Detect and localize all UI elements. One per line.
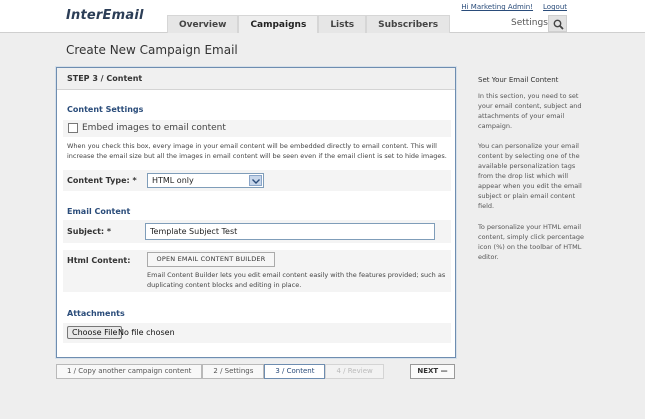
help-title: Set Your Email Content xyxy=(478,76,559,84)
builder-help-text xyxy=(147,270,447,290)
main-nav xyxy=(167,15,450,33)
chevron-down-icon xyxy=(252,179,260,184)
help-line: from the drop list which will xyxy=(478,172,569,180)
html-content-label: Html Content: xyxy=(67,256,131,265)
step-header: STEP 3 / Content xyxy=(57,68,455,90)
search-button[interactable] xyxy=(548,15,567,32)
content-settings-title: Content Settings xyxy=(67,105,144,114)
help-line: editor. xyxy=(478,253,499,261)
next-button[interactable]: NEXT — xyxy=(410,364,455,379)
no-file-text: No file chosen xyxy=(118,328,175,337)
user-links xyxy=(461,3,567,11)
help-line: You can personalize your email xyxy=(478,142,579,150)
content-type-select[interactable] xyxy=(147,173,264,188)
page-title: Create New Campaign Email xyxy=(66,43,238,57)
user-greeting-link[interactable]: Hi Marketing Admin! xyxy=(461,3,534,11)
help-line: To personalize your HTML email xyxy=(478,223,582,231)
help-paragraph xyxy=(478,91,618,131)
builder-help-line: Email Content Builder lets you edit email content easily with the features provided; such as xyxy=(147,271,446,279)
content-type-label: Content Type: * xyxy=(67,176,137,185)
help-line: appear when you edit the email xyxy=(478,182,582,190)
logout-link[interactable]: Logout xyxy=(543,3,567,11)
settings-link[interactable]: Settings xyxy=(511,18,548,28)
help-line: subject or plain email content xyxy=(478,192,576,200)
tab-overview[interactable]: Overview xyxy=(167,15,238,33)
embed-images-row xyxy=(63,120,451,137)
embed-help-line: increase the email size but all the images in email content will be seen even if the email client is set to hide images. xyxy=(67,152,447,160)
attachment-row xyxy=(63,323,451,343)
content-type-row xyxy=(63,170,451,191)
top-bar xyxy=(0,0,645,33)
embed-images-checkbox[interactable] xyxy=(68,123,78,133)
subject-input[interactable]: Template Subject Test xyxy=(145,223,435,240)
help-line: field. xyxy=(478,202,495,210)
embed-help-line: When you check this box, every image in your email content will be embedded directly to email content. This will xyxy=(67,142,437,150)
subject-row xyxy=(63,220,451,243)
logo[interactable]: InterEmail xyxy=(66,8,144,23)
email-content-title: Email Content xyxy=(67,207,131,216)
tab-subscribers[interactable]: Subscribers xyxy=(366,15,450,33)
step-content[interactable]: 3 / Content xyxy=(264,364,325,379)
embed-help-text xyxy=(67,141,447,161)
step-copy-content[interactable]: 1 / Copy another campaign content xyxy=(56,364,202,379)
dropdown-arrow[interactable] xyxy=(249,175,262,186)
attachments-title: Attachments xyxy=(67,309,125,318)
subject-label: Subject: * xyxy=(67,227,112,236)
step-panel xyxy=(56,67,456,358)
embed-images-label[interactable]: Embed images to email content xyxy=(82,123,226,133)
open-content-builder-button[interactable]: OPEN EMAIL CONTENT BUILDER xyxy=(147,252,275,267)
builder-help-line: duplicating content blocks and editing in place. xyxy=(147,281,302,289)
help-line: icon (%) on the toolbar of HTML xyxy=(478,243,582,251)
help-line: attachments of your email xyxy=(478,112,565,120)
search-icon xyxy=(553,19,564,30)
html-content-row xyxy=(63,250,451,292)
help-line: campaign. xyxy=(478,122,513,130)
tab-campaigns[interactable]: Campaigns xyxy=(238,15,318,33)
step-review: 4 / Review xyxy=(325,364,383,379)
help-line: content, simply click percentage xyxy=(478,233,584,241)
help-line: content by selecting one of the xyxy=(478,152,580,160)
help-line: available personalization tags xyxy=(478,162,576,170)
help-paragraph xyxy=(478,141,618,211)
tab-lists[interactable]: Lists xyxy=(318,15,366,33)
help-paragraph xyxy=(478,222,618,262)
content-type-value: HTML only xyxy=(152,176,194,185)
step-navigation xyxy=(56,364,384,379)
step-settings[interactable]: 2 / Settings xyxy=(202,364,264,379)
help-line: In this section, you need to set xyxy=(478,92,579,100)
help-line: your email content, subject and xyxy=(478,102,582,110)
choose-file-button[interactable]: Choose File xyxy=(67,326,122,339)
